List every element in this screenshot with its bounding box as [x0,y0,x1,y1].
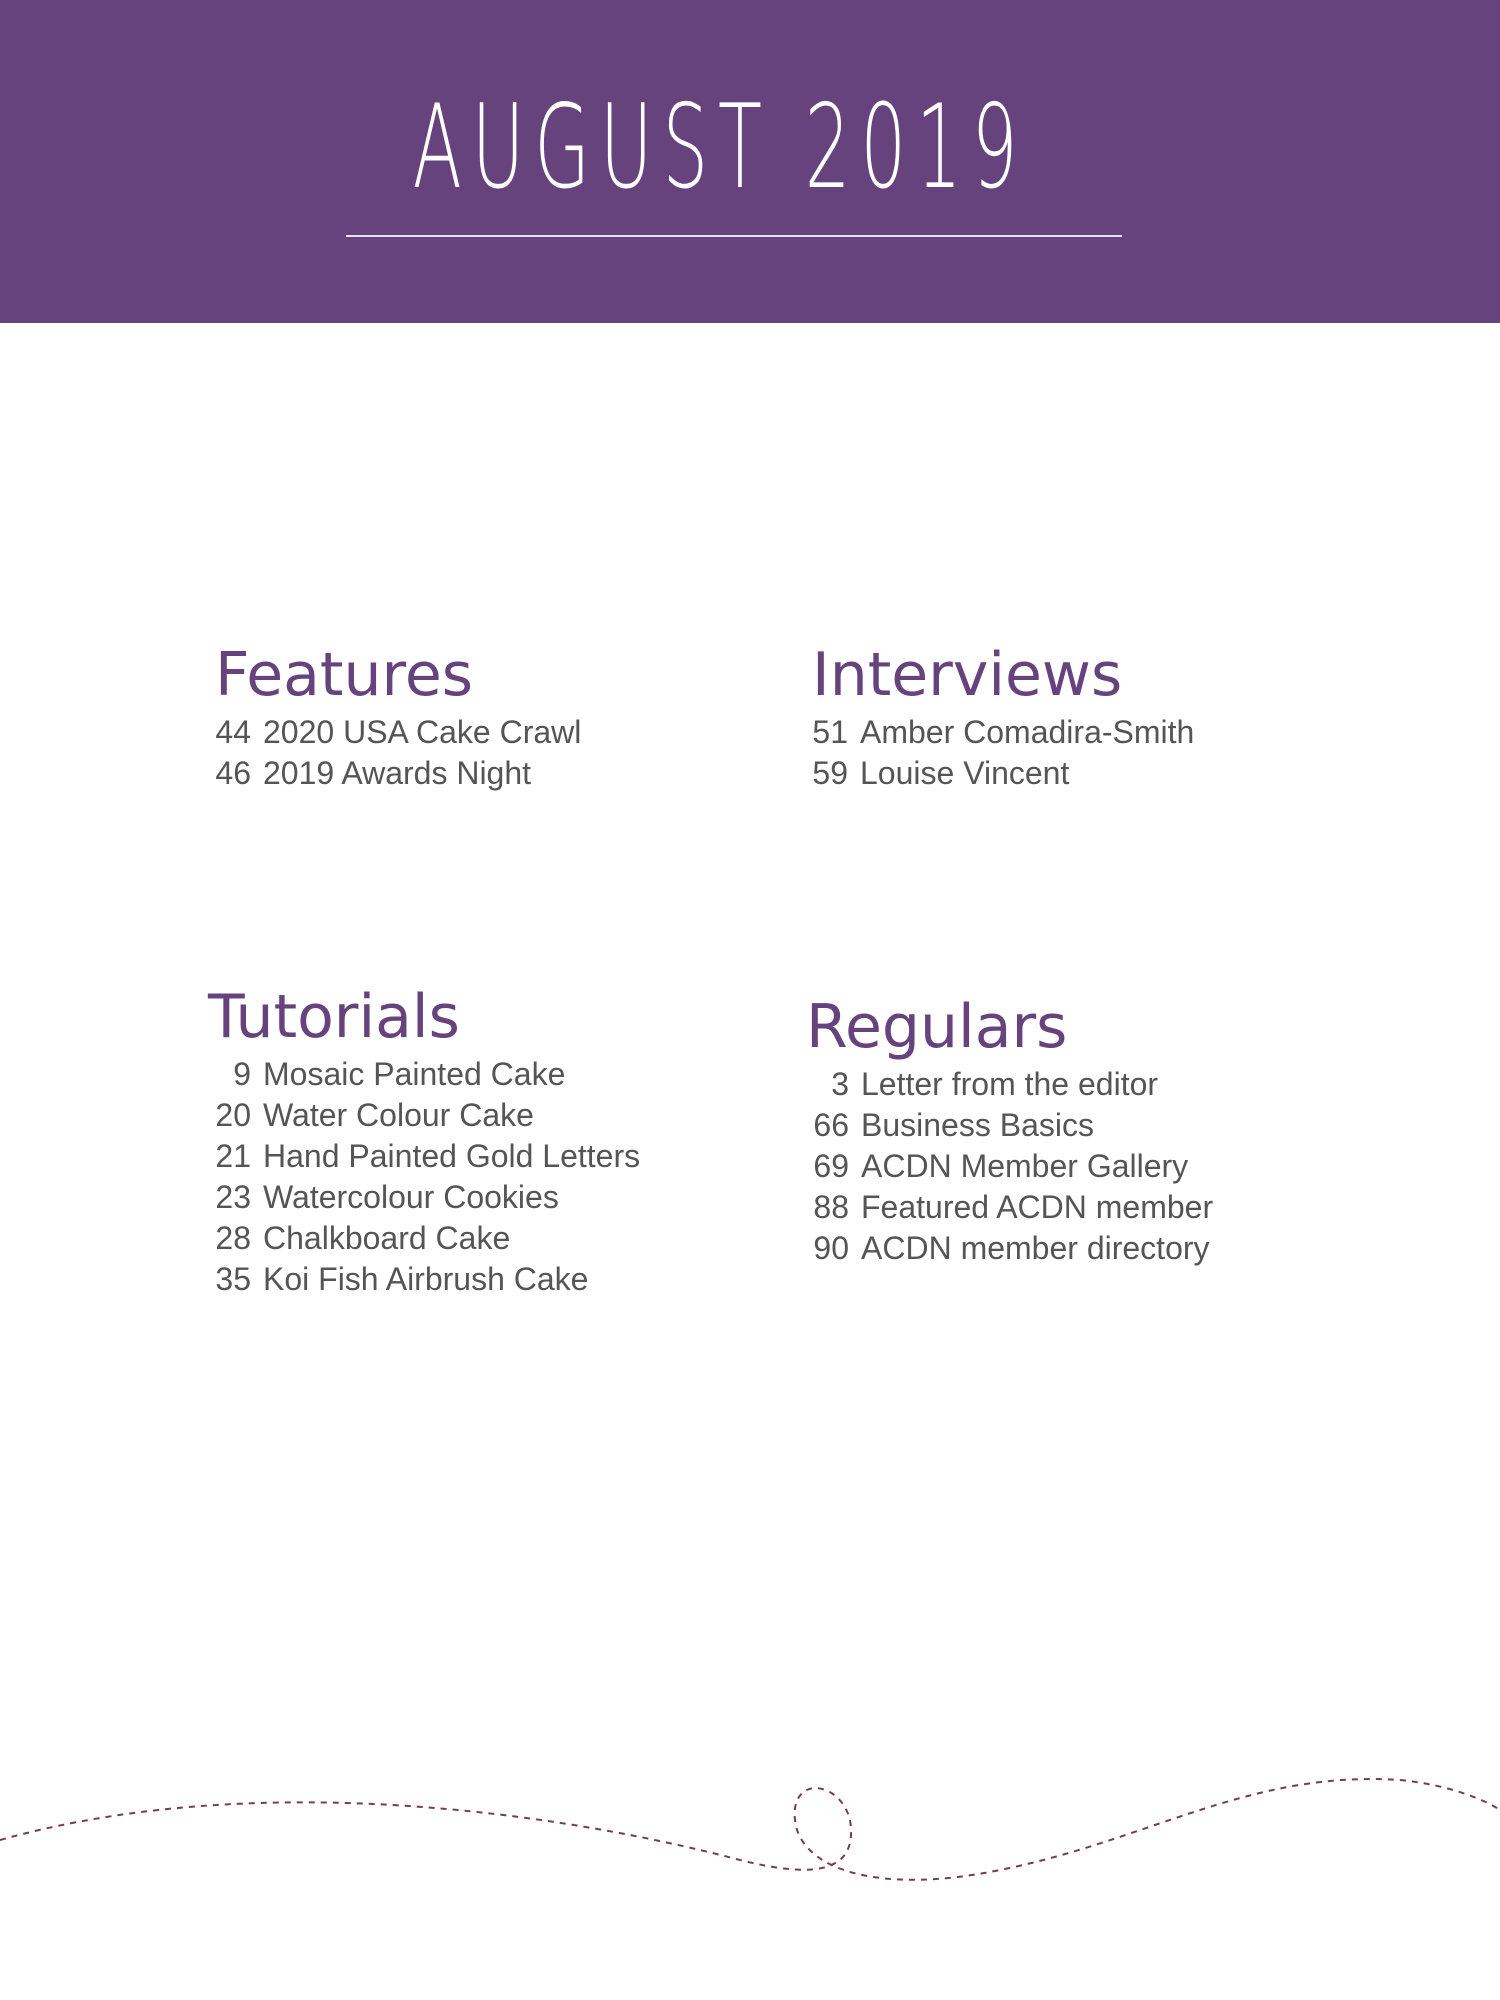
entry-title: Louise Vincent [860,755,1070,791]
entry-title: Chalkboard Cake [263,1220,511,1256]
page-number: 20 [215,1097,251,1133]
entry-title: Water Colour Cake [263,1097,534,1133]
toc-entry[interactable] [208,1136,640,1177]
entry-title: Business Basics [861,1107,1094,1143]
features-heading: Features [215,640,473,710]
page-number: 51 [812,714,848,750]
toc-entry[interactable] [208,1054,640,1095]
entry-title: ACDN Member Gallery [861,1148,1189,1184]
toc-entry[interactable] [806,1187,1213,1228]
toc-entry[interactable] [208,1095,640,1136]
regulars-section [806,992,1213,1269]
toc-entry[interactable] [806,1146,1213,1187]
interviews-section [812,640,1194,794]
entry-title: Letter from the editor [861,1066,1159,1102]
page-number: 21 [215,1138,251,1174]
page-number: 88 [813,1189,849,1225]
page-number: 28 [215,1220,251,1256]
page-number: 46 [215,755,251,791]
tutorials-section [208,982,640,1300]
entry-title: 2019 Awards Night [263,755,532,791]
entry-title: Mosaic Painted Cake [263,1056,566,1092]
page-number: 90 [813,1230,849,1266]
page-number: 3 [831,1066,849,1102]
page-number: 59 [812,755,848,791]
interviews-heading: Interviews [812,640,1123,710]
toc-entry[interactable] [208,1259,640,1300]
features-section [215,640,581,794]
toc-entry[interactable] [812,712,1194,753]
toc-entry[interactable] [208,1177,640,1218]
toc-entry[interactable] [812,753,1194,794]
dashed-loop-line [0,1779,1500,1880]
toc-entry[interactable] [806,1105,1213,1146]
page-number: 23 [215,1179,251,1215]
header-banner [0,0,1500,323]
regulars-heading: Regulars [806,992,1068,1062]
entry-title: Watercolour Cookies [263,1179,559,1215]
issue-title: AUGUST 2019 [412,80,1028,215]
entry-title: Featured ACDN member [861,1189,1214,1225]
page-number: 9 [233,1056,251,1092]
tutorials-heading: Tutorials [208,982,460,1052]
toc-entry[interactable] [806,1064,1213,1105]
entry-title: Koi Fish Airbrush Cake [263,1261,589,1297]
entry-title: 2020 USA Cake Crawl [263,714,582,750]
page-number: 44 [215,714,251,750]
entry-title: ACDN member directory [861,1230,1210,1266]
page-number: 69 [813,1148,849,1184]
toc-entry[interactable] [208,1218,640,1259]
toc-entry[interactable] [215,712,581,753]
page-number: 35 [215,1261,251,1297]
entry-title: Hand Painted Gold Letters [263,1138,641,1174]
dashed-swirl-decoration [0,1740,1500,1920]
title-underline [346,235,1122,237]
toc-entry[interactable] [806,1228,1213,1269]
entry-title: Amber Comadira-Smith [860,714,1195,750]
toc-entry[interactable] [215,753,581,794]
page-number: 66 [813,1107,849,1143]
